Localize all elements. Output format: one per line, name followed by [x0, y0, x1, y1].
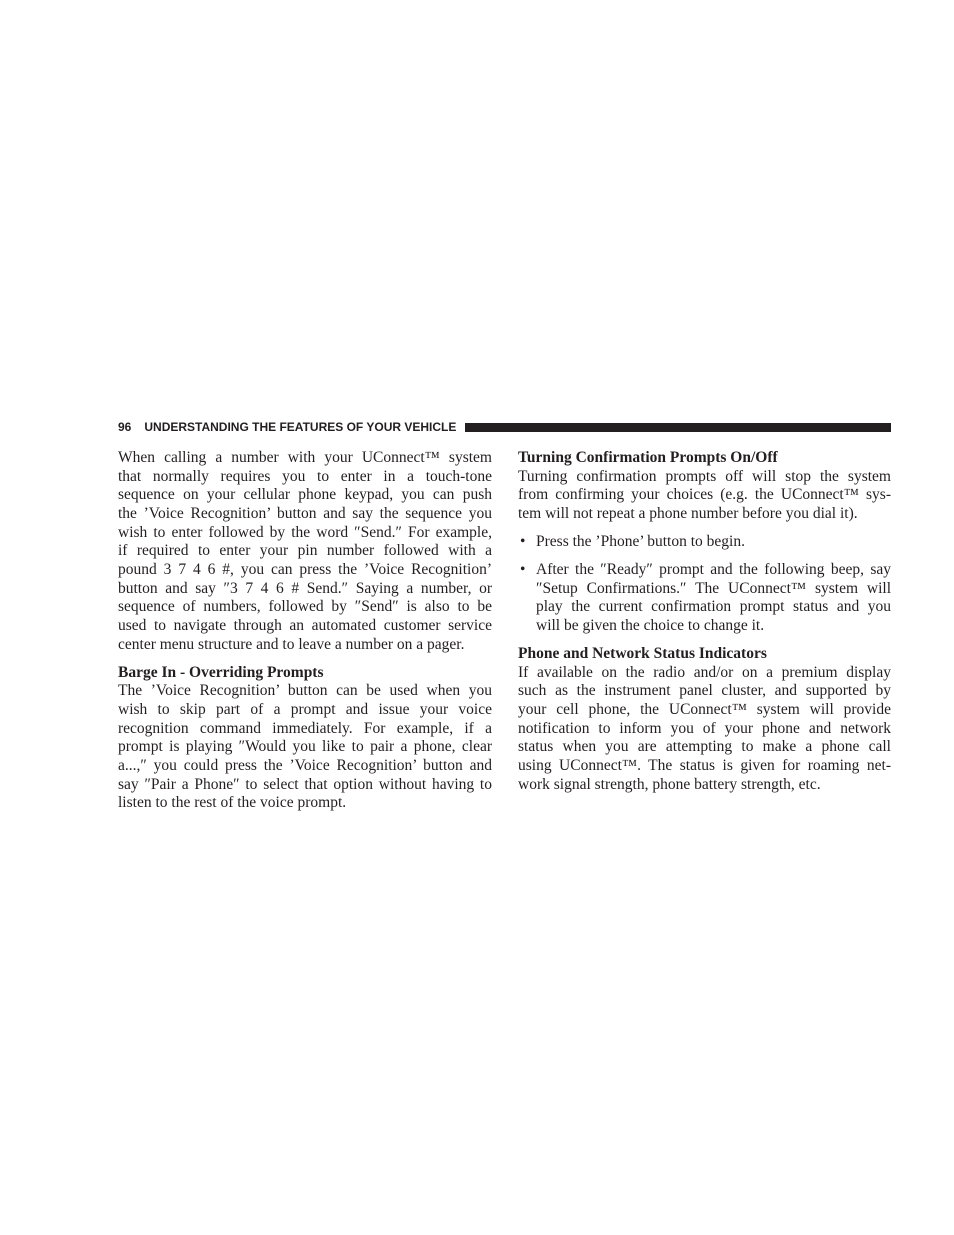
- bullet-line: Press the ’Phone’ button to begin.: [536, 533, 745, 551]
- bullet-line: After the ″Ready″ prompt and the following beep, say: [536, 561, 891, 579]
- bullet-item: [518, 561, 891, 636]
- right-column: [518, 449, 891, 794]
- page-number: 96: [118, 420, 132, 434]
- body-line: such as the instrument panel cluster, and supported by: [518, 682, 891, 700]
- page-header: [118, 419, 891, 435]
- section-title: UNDERSTANDING THE FEATURES OF YOUR VEHICLE: [144, 420, 457, 434]
- intro-paragraph: [118, 449, 492, 654]
- barge-in-section: [118, 664, 492, 813]
- body-line: say ″Pair a Phone″ to select that option without having to: [118, 775, 492, 793]
- body-line: recognition command immediately. For example, if a: [118, 719, 492, 737]
- body-line: tem will not repeat a phone number before you dial it).: [518, 504, 858, 522]
- section-heading: Barge In - Overriding Prompts: [118, 663, 324, 681]
- body-line: button and say ″3 7 4 6 # Send.″ Saying a number, or: [118, 579, 492, 597]
- body-line: sequence of numbers, followed by ″Send″ is also to be: [118, 598, 492, 616]
- bullet-line: play the current confirmation prompt status and you: [536, 598, 891, 616]
- confirmation-section: [518, 449, 891, 524]
- body-line: used to navigate through an automated customer service: [118, 616, 492, 634]
- section-heading: Phone and Network Status Indicators: [518, 645, 767, 663]
- body-line: wish to enter followed by the word ″Send.″ For example,: [118, 523, 492, 541]
- body-line: When calling a number with your UConnect™ system: [118, 449, 492, 466]
- body-line: The ’Voice Recognition’ button can be used when you: [118, 682, 492, 700]
- bullet-marker: [520, 533, 525, 552]
- header-rule: [465, 423, 891, 432]
- body-line: sequence on your cellular phone keypad, you can push: [118, 486, 492, 504]
- body-line: notification to inform you of your phone and network: [518, 719, 891, 737]
- body-line: a...,″ you could press the ’Voice Recognition’ button and: [118, 756, 492, 774]
- body-line: wish to skip part of a prompt and issue your voice: [118, 700, 492, 718]
- body-line: pound 3 7 4 6 #, you can press the ’Voice Recognition’: [118, 560, 492, 578]
- bullet-line: will be given the choice to change it.: [536, 617, 765, 635]
- bullet-line: ″Setup Confirmations.″ The UConnect™ system will: [536, 579, 891, 597]
- body-line: using UConnect™. The status is given for roaming net-: [518, 757, 891, 775]
- body-line: status when you are attempting to make a phone call: [518, 738, 891, 756]
- body-line: center menu structure and to leave a number on a pager.: [118, 635, 465, 653]
- body-line: listen to the rest of the voice prompt.: [118, 794, 347, 812]
- body-line: work signal strength, phone battery strength, etc.: [518, 775, 821, 793]
- body-line: If available on the radio and/or on a premium display: [518, 663, 891, 681]
- body-line: prompt is playing ″Would you like to pair a phone, clear: [118, 738, 492, 756]
- bullet-item: [518, 533, 891, 552]
- body-line: Turning confirmation prompts off will stop the system: [518, 467, 891, 485]
- body-line: the ’Voice Recognition’ button and say the sequence you: [118, 504, 492, 522]
- status-indicators-section: [518, 645, 891, 794]
- section-heading: Turning Confirmation Prompts On/Off: [518, 449, 778, 466]
- body-line: if required to enter your pin number followed with a: [118, 542, 492, 560]
- left-column: [118, 449, 492, 813]
- body-line: your cell phone, the UConnect™ system will provide: [518, 701, 891, 719]
- body-line: that normally requires you to enter in a touch-tone: [118, 467, 492, 485]
- body-line: from confirming your choices (e.g. the UConnect™ sys-: [518, 486, 891, 504]
- bullet-marker: [520, 561, 525, 580]
